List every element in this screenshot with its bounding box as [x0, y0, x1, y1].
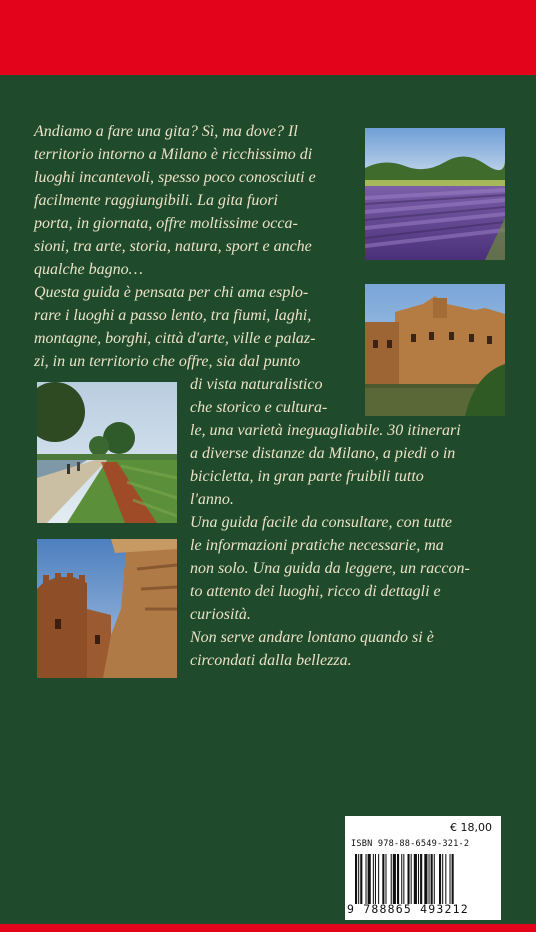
text-line: to attento dei luoghi, ricco di dettagli e — [190, 583, 441, 600]
barcode-bar — [382, 854, 384, 904]
barcode-bar — [378, 854, 379, 904]
barcode-bar — [403, 854, 404, 904]
text-line: di vista naturalistico — [190, 376, 323, 393]
barcode-bar — [391, 854, 392, 904]
price-label: € 18,00 — [450, 821, 492, 834]
red-footer-strip — [0, 924, 536, 932]
text-line: curiosità. — [190, 606, 251, 623]
canal-towpath-photo — [37, 382, 177, 523]
text-line: le informazioni pratiche necessarie, ma — [190, 537, 444, 554]
barcode-bar — [452, 854, 454, 904]
text-line: montagne, borghi, città d'arte, ville e palaz- — [34, 330, 316, 347]
text-line: qualche bagno… — [34, 261, 143, 278]
text-line: Non serve andare lontano quando si è — [190, 629, 434, 646]
barcode-bar — [401, 854, 402, 904]
text-line: luoghi incantevoli, spesso poco conosciuti e — [34, 169, 316, 186]
text-line: l'anno. — [190, 491, 234, 508]
castle-with-moat-photo — [365, 284, 505, 416]
barcode-bar — [442, 854, 443, 904]
blurb-paragraph-4 — [190, 626, 504, 672]
barcode-bar — [368, 854, 371, 904]
barcode-bar — [418, 854, 419, 904]
barcode-bar — [397, 854, 399, 904]
text-line: a diverse distanze da Milano, a piedi o in — [190, 445, 456, 462]
text-line: le, una varietà ineguagliabile. 30 itinerari — [190, 422, 461, 439]
barcode-bar — [408, 854, 410, 904]
text-line: rare i luoghi a passo lento, tra fiumi, laghi, — [34, 307, 312, 324]
barcode-bars — [355, 854, 493, 904]
text-line: sioni, tra arte, storia, natura, sport e anche — [34, 238, 312, 255]
isbn-text: ISBN 978-88-6549-321-2 — [351, 839, 470, 849]
text-line: che storico e cultura- — [190, 399, 328, 416]
barcode-bar — [385, 854, 386, 904]
text-line: Questa guida è pensata per chi ama esplo- — [34, 284, 309, 301]
text-line: porta, in giornata, offre moltissime occa- — [34, 215, 298, 232]
barcode-bar — [434, 854, 435, 904]
text-line: non solo. Una guida da leggere, un raccon- — [190, 560, 470, 577]
barcode-bar — [424, 854, 427, 904]
text-line: Andiamo a fare una gita? Sì, ma dove? Il — [34, 123, 298, 140]
barcode-bar — [429, 854, 430, 904]
barcode-bar — [431, 854, 433, 904]
barcode-bar — [439, 854, 441, 904]
barcode-bar — [414, 854, 417, 904]
brick-castle-towers-photo — [37, 539, 177, 678]
barcode-bar — [393, 854, 396, 904]
text-line: circondati dalla bellezza. — [190, 652, 352, 669]
barcode-bar — [355, 854, 357, 904]
barcode-bar — [358, 854, 359, 904]
text-line: Una guida facile da consultare, con tutte — [190, 514, 453, 531]
text-line: bicicletta, in gran parte fruibili tutto — [190, 468, 424, 485]
barcode-bar — [420, 854, 422, 904]
blurb-paragraph-3 — [190, 511, 504, 626]
blurb-paragraph-2-right — [190, 419, 504, 511]
blurb-paragraph-2 — [34, 281, 356, 373]
barcode-bar — [375, 854, 376, 904]
ean-digits: 9 788865 493212 — [347, 902, 469, 916]
barcode-bar — [411, 854, 412, 904]
barcode-bar — [360, 854, 362, 904]
text-line: territorio intorno a Milano è ricchissimo di — [34, 146, 313, 163]
red-header-band — [0, 0, 536, 75]
blurb-paragraph-1 — [34, 120, 356, 281]
text-line: facilmente raggiungibili. La gita fuori — [34, 192, 278, 209]
text-line: zi, in un territorio che offre, sia dal punto — [34, 353, 301, 370]
barcode-bar — [445, 854, 446, 904]
barcode-label — [345, 816, 501, 920]
barcode-bar — [366, 854, 367, 904]
barcode-bar — [450, 854, 451, 904]
barcode-bar — [373, 854, 374, 904]
blurb-paragraph-2-narrow — [190, 373, 360, 419]
lavender-field-photo — [365, 128, 505, 260]
